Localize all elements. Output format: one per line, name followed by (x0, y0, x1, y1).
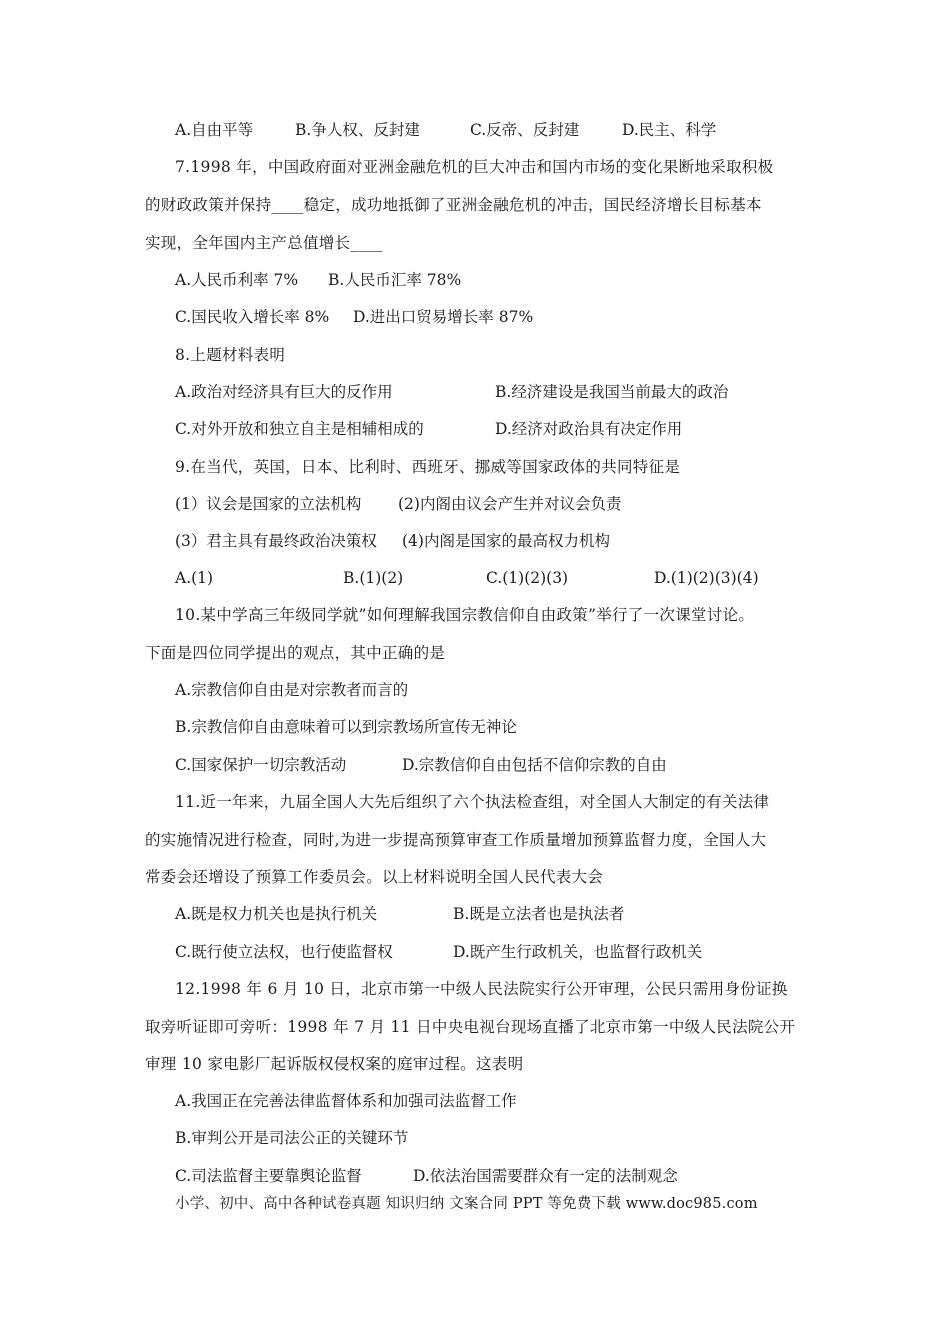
q8-option-a: A.政治对经济具有巨大的反作用 (175, 383, 393, 401)
q8-option-c: C.对外开放和独立自主是相辅相成的 (175, 420, 424, 438)
q6-option-d: D.民主、科学 (622, 121, 717, 139)
q12-option-d: D.依法治国需要群众有一定的法制观念 (413, 1167, 678, 1185)
q8-option-b: B.经济建设是我国当前最大的政治 (495, 383, 729, 401)
q9-item-2: (2)内阁由议会产生并对议会负责 (398, 495, 622, 513)
q7-option-d: D.进出口贸易增长率 87% (353, 308, 534, 326)
q11-option-d: D.既产生行政机关，也监督行政机关 (453, 943, 703, 961)
q11-option-b: B.既是立法者也是执法者 (453, 905, 625, 923)
q6-option-c: C.反帝、反封建 (470, 121, 580, 139)
q9-item-3: (3）君主具有最终政治决策权 (175, 532, 377, 550)
q9-item-1: (1）议会是国家的立法机构 (175, 495, 362, 513)
q12-option-c: C.司法监督主要靠舆论监督 (175, 1167, 362, 1185)
q9-option-b: B.(1)(2) (343, 569, 404, 587)
q6-option-a: A.自由平等 (175, 121, 254, 139)
q10-option-c: C.国家保护一切宗教活动 (175, 756, 347, 774)
q12-stem-line-3: 审理 10 家电影厂起诉版权侵权案的庭审过程。这表明 (145, 1055, 524, 1073)
q10-option-b: B.宗教信仰自由意味着可以到宗教场所宣传无神论 (175, 718, 517, 736)
q9-stem: 9.在当代，英国，日本、比利时、西班牙、挪威等国家政体的共同特征是 (175, 458, 681, 476)
q12-stem-line-2: 取旁听证即可旁听：1998 年 7 月 11 日中央电视台现场直播了北京市第一中级人民法院公开 (145, 1018, 796, 1036)
q9-option-c: C.(1)(2)(3) (486, 569, 569, 587)
q7-stem-line-3: 实现，全年国内主产总值增长____ (145, 234, 383, 252)
q9-item-4: (4)内阁是国家的最高权力机构 (402, 532, 610, 550)
q10-option-d: D.宗教信仰自由包括不信仰宗教的自由 (402, 756, 667, 774)
q10-option-a: A.宗教信仰自由是对宗教者而言的 (175, 681, 409, 699)
q12-stem-line-1: 12.1998 年 6 月 10 日，北京市第一中级人民法院实行公开审理，公民只需用身份证换 (175, 980, 788, 998)
q6-option-b: B.争人权、反封建 (295, 121, 420, 139)
q8-option-d: D.经济对政治具有决定作用 (495, 420, 683, 438)
q10-stem-line-1: 10.某中学高三年级同学就”如何理解我国宗教信仰自由政策”举行了一次课堂讨论。 (175, 606, 755, 624)
q11-option-a: A.既是权力机关也是执行机关 (175, 905, 378, 923)
q11-stem-line-2: 的实施情况进行检查，同时,为进一步提高预算审查工作质量增加预算监督力度，全国人大 (145, 831, 767, 849)
q11-stem-line-3: 常委会还增设了预算工作委员会。以上材料说明全国人民代表大会 (145, 868, 604, 886)
q12-option-a: A.我国正在完善法律监督体系和加强司法监督工作 (175, 1092, 517, 1110)
q7-option-b: B.人民币汇率 78% (328, 271, 462, 289)
q7-option-c: C.国民收入增长率 8% (175, 308, 330, 326)
q7-stem-line-2: 的财政政策并保持____稳定，成功地抵御了亚洲金融危机的冲击，国民经济增长目标基本 (145, 196, 762, 214)
q7-stem-line-1: 7.1998 年，中国政府面对亚洲金融危机的巨大冲击和国内市场的变化果断地采取积极 (175, 158, 774, 176)
q11-option-c: C.既行使立法权，也行使监督权 (175, 943, 393, 961)
q9-option-a: A.(1) (175, 569, 214, 587)
q8-stem: 8.上题材料表明 (175, 346, 286, 364)
q12-option-b: B.审判公开是司法公正的关键环节 (175, 1129, 409, 1147)
q10-stem-line-2: 下面是四位同学提出的观点，其中正确的是 (145, 644, 446, 662)
q11-stem-line-1: 11.近一年来，九届全国人大先后组织了六个执法检查组，对全国人大制定的有关法律 (175, 793, 770, 811)
q9-option-d: D.(1)(2)(3)(4) (654, 569, 759, 587)
q7-option-a: A.人民币利率 7% (175, 271, 299, 289)
page-footer: 小学、初中、高中各种试卷真题 知识归纳 文案合同 PPT 等免费下载 www.doc985.com (175, 1196, 758, 1212)
